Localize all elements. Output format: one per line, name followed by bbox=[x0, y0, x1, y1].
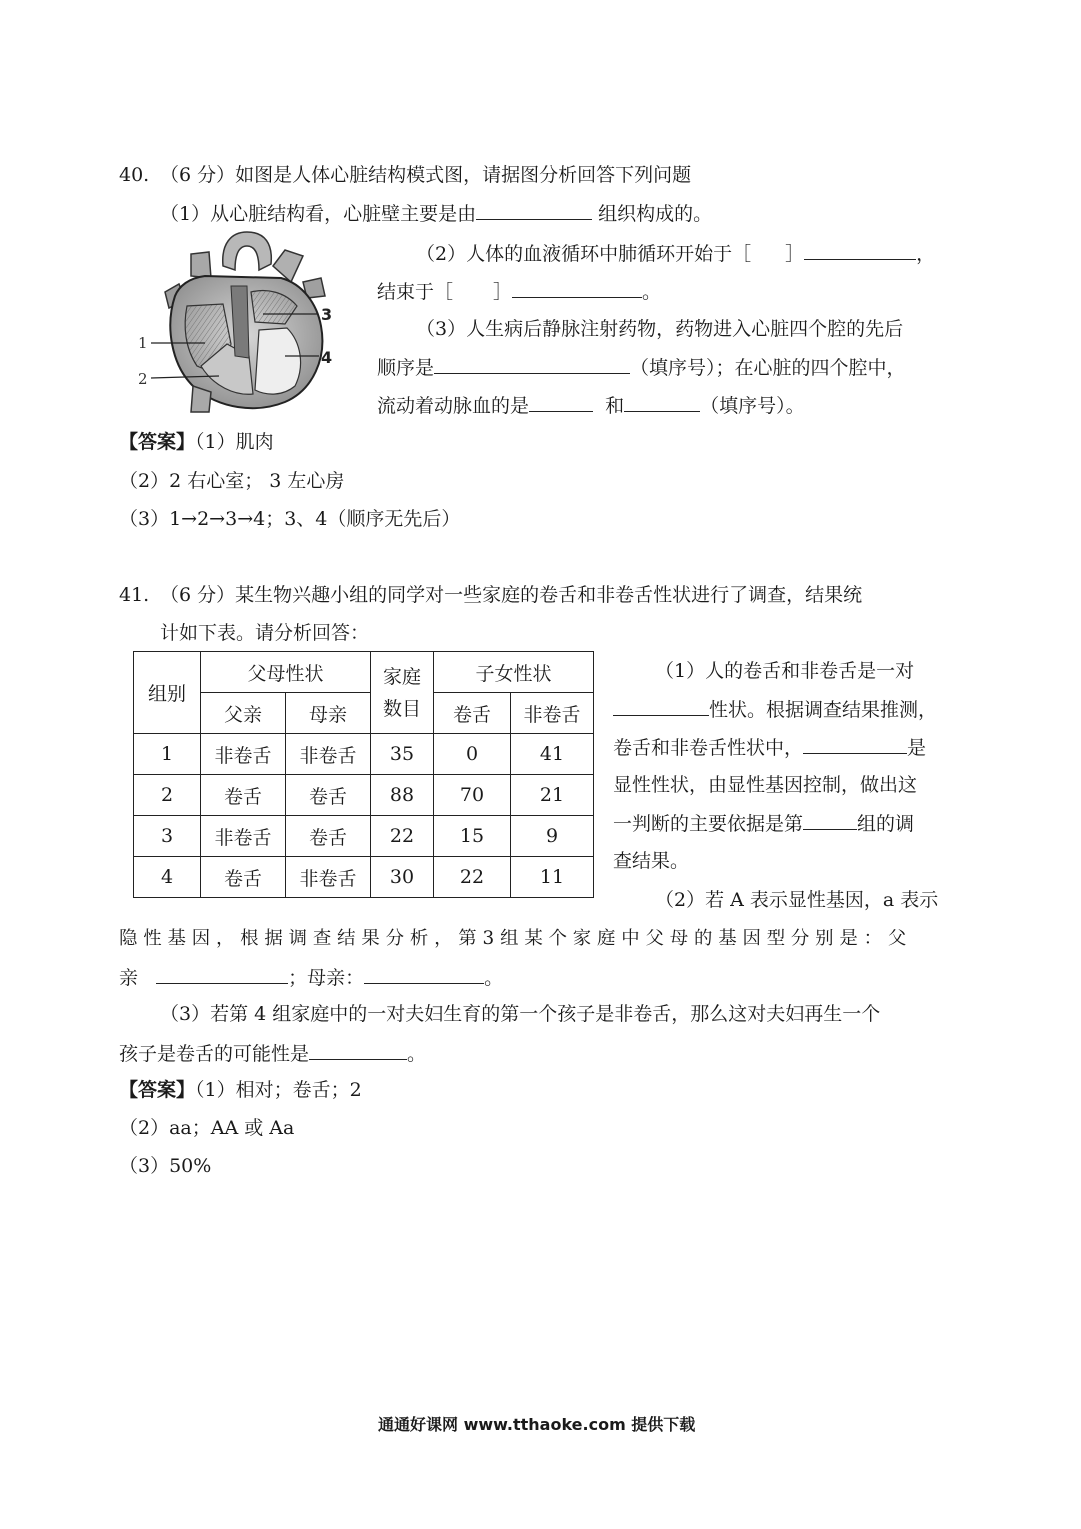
table-cell: 35 bbox=[371, 734, 434, 775]
survey-table bbox=[133, 651, 594, 898]
answer-blank bbox=[529, 391, 593, 412]
q41-part2-period: 。 bbox=[484, 967, 504, 989]
q41-part2-line1: （2）若 A 表示显性基因，a 表示 bbox=[655, 889, 939, 911]
diagram-label-3: 3 bbox=[321, 305, 333, 324]
table-header-family-line2: 数目 bbox=[382, 697, 421, 720]
diagram-label-4: 4 bbox=[321, 348, 333, 367]
table-cell: 1 bbox=[134, 734, 201, 775]
q40-part3-line2 bbox=[377, 353, 906, 382]
answer-blank bbox=[364, 963, 484, 984]
answer-blank bbox=[613, 695, 709, 716]
q41-part3-period: 。 bbox=[407, 1043, 427, 1065]
table-cell: 0 bbox=[434, 734, 511, 775]
table-row bbox=[134, 775, 594, 816]
heart-diagram bbox=[135, 226, 360, 416]
q41-part1-line4: 显性性状，由显性基因控制，做出这 bbox=[613, 774, 918, 796]
table-cell: 4 bbox=[134, 857, 201, 898]
table-cell: 卷舌 bbox=[286, 816, 371, 857]
q41-number: 41. bbox=[119, 584, 150, 606]
table-cell: 41 bbox=[511, 734, 594, 775]
q40-part3-and: 和 bbox=[605, 395, 625, 417]
q40-part2-end-bracket: ］ bbox=[493, 281, 513, 303]
q40-part3-text: 顺序是 bbox=[377, 357, 435, 379]
table-cell: 非卷舌 bbox=[286, 734, 371, 775]
table-cell: 卷舌 bbox=[201, 857, 286, 898]
table-cell: 卷舌 bbox=[286, 775, 371, 816]
q40-part3-fill: （填序号）。 bbox=[700, 395, 805, 417]
table-cell: 非卷舌 bbox=[201, 734, 286, 775]
q41-part1-text3: 是 bbox=[907, 737, 927, 759]
table-header-parents: 父母性状 bbox=[201, 652, 371, 693]
q40-part2-line1 bbox=[416, 239, 935, 268]
answer-blank bbox=[156, 963, 288, 984]
table-cell: 22 bbox=[371, 816, 434, 857]
answer-label: 【答案】 bbox=[119, 431, 196, 453]
q41-stem-line2: 计如下表。请分析回答： bbox=[160, 622, 370, 644]
page-footer: 通通好课网 www.tthaoke.com 提供下载 bbox=[378, 1415, 696, 1434]
q41-part3-line2 bbox=[119, 1039, 426, 1068]
table-header-family-line1: 家庭 bbox=[382, 665, 421, 688]
table-cell: 88 bbox=[371, 775, 434, 816]
q41-answer-line1 bbox=[119, 1076, 362, 1104]
q41-part1-line5 bbox=[613, 809, 914, 838]
table-header-group: 组别 bbox=[134, 652, 201, 734]
answer-blank bbox=[803, 733, 907, 754]
q40-part3-line1: （3）人生病后静脉注射药物，药物进入心脏四个腔的先后 bbox=[416, 318, 904, 340]
q40-part2-text: （2）人体的血液循环中肺循环开始于［ bbox=[416, 243, 752, 265]
diagram-label-1: 1 bbox=[138, 334, 148, 352]
table-cell: 卷舌 bbox=[201, 775, 286, 816]
table-cell: 15 bbox=[434, 816, 511, 857]
table-row bbox=[134, 734, 594, 775]
q41-part2-line3 bbox=[119, 963, 503, 992]
q41-part1-line3 bbox=[613, 733, 926, 762]
answer-blank bbox=[803, 809, 857, 830]
table-header-mother: 母亲 bbox=[286, 693, 371, 734]
q41-answer-line3: （3）50% bbox=[119, 1155, 212, 1177]
table-cell: 70 bbox=[434, 775, 511, 816]
q40-part3-line3 bbox=[377, 391, 805, 420]
q41-part2-father: 亲 bbox=[119, 967, 139, 989]
q40-part2-bracket: ］ bbox=[785, 243, 805, 265]
table-header-family bbox=[371, 652, 434, 734]
q40-part2-end-text: 结束于［ bbox=[377, 281, 454, 303]
answer-blank bbox=[434, 353, 630, 374]
answer-blank bbox=[512, 277, 642, 298]
q41-part1-line1: （1）人的卷舌和非卷舌是一对 bbox=[655, 660, 915, 682]
table-header-children: 子女性状 bbox=[434, 652, 594, 693]
answer-blank bbox=[476, 199, 592, 220]
q41-part1-line2 bbox=[613, 695, 937, 724]
q41-part3-line1: （3）若第 4 组家庭中的一对夫妇生育的第一个孩子是非卷舌，那么这对夫妇再生一个 bbox=[160, 1003, 881, 1025]
q41-part1-line6: 查结果。 bbox=[613, 850, 690, 872]
table-row bbox=[134, 816, 594, 857]
answer-label: 【答案】 bbox=[119, 1079, 196, 1101]
table-cell: 非卷舌 bbox=[286, 857, 371, 898]
answer-text: （1）相对；卷舌；2 bbox=[195, 1079, 362, 1101]
q41-part2-line2: 隐 性 基 因 ， 根 据 调 查 结 果 分 析 ， 第 3 组 某 个 家 庭 中 父 母 的 基 因 型 分 别 是 ： 父 bbox=[119, 928, 907, 949]
q40-stem: （6 分）如图是人体心脏结构模式图，请据图分析回答下列问题 bbox=[160, 164, 692, 186]
q40-answer-line3: （3）1→2→3→4；3、4（顺序无先后） bbox=[119, 508, 461, 530]
q40-answer-line1 bbox=[119, 428, 274, 456]
answer-blank bbox=[309, 1039, 407, 1060]
table-header-nonroll: 非卷舌 bbox=[511, 693, 594, 734]
q40-number: 40. bbox=[119, 164, 150, 186]
q41-stem: （6 分）某生物兴趣小组的同学对一些家庭的卷舌和非卷舌性状进行了调查，结果统 bbox=[160, 584, 863, 606]
q40-part2-line2 bbox=[377, 277, 661, 306]
table-cell: 21 bbox=[511, 775, 594, 816]
table-cell: 30 bbox=[371, 857, 434, 898]
table-cell: 9 bbox=[511, 816, 594, 857]
answer-blank bbox=[804, 239, 916, 260]
q41-part3-text: 孩子是卷舌的可能性是 bbox=[119, 1043, 310, 1065]
table-header-father: 父亲 bbox=[201, 693, 286, 734]
q41-part2-mother: ；母亲： bbox=[288, 967, 365, 989]
q40-part2-end-period: 。 bbox=[642, 281, 662, 303]
q40-answer-line2: （2）2 右心室； 3 左心房 bbox=[119, 470, 345, 492]
answer-text: （1）肌肉 bbox=[195, 431, 274, 453]
table-row bbox=[134, 857, 594, 898]
table-header-roll: 卷舌 bbox=[434, 693, 511, 734]
table-cell: 3 bbox=[134, 816, 201, 857]
answer-blank bbox=[624, 391, 700, 412]
diagram-label-2: 2 bbox=[138, 370, 148, 388]
table-cell: 非卷舌 bbox=[201, 816, 286, 857]
q40-part2-comma: ， bbox=[916, 243, 936, 265]
table-cell: 22 bbox=[434, 857, 511, 898]
q40-part1-text-end: 组织构成的。 bbox=[598, 203, 713, 225]
q41-part1-text2: 卷舌和非卷舌性状中， bbox=[613, 737, 804, 759]
q40-part3-text-end: （填序号）；在心脏的四个腔中， bbox=[630, 357, 906, 379]
q41-answer-line2: （2）aa；AA 或 Aa bbox=[119, 1117, 295, 1139]
q40-part3-arterial-text: 流动着动脉血的是 bbox=[377, 395, 530, 417]
q41-part1-text4: 一判断的主要依据是第 bbox=[613, 813, 804, 835]
q40-part1 bbox=[160, 199, 712, 228]
table-cell: 11 bbox=[511, 857, 594, 898]
table-cell: 2 bbox=[134, 775, 201, 816]
q40-part1-text: （1）从心脏结构看，心脏壁主要是由 bbox=[160, 203, 477, 225]
q41-part1-text: 性状。根据调查结果推测， bbox=[709, 699, 938, 721]
q41-part1-text5: 组的调 bbox=[857, 813, 915, 835]
